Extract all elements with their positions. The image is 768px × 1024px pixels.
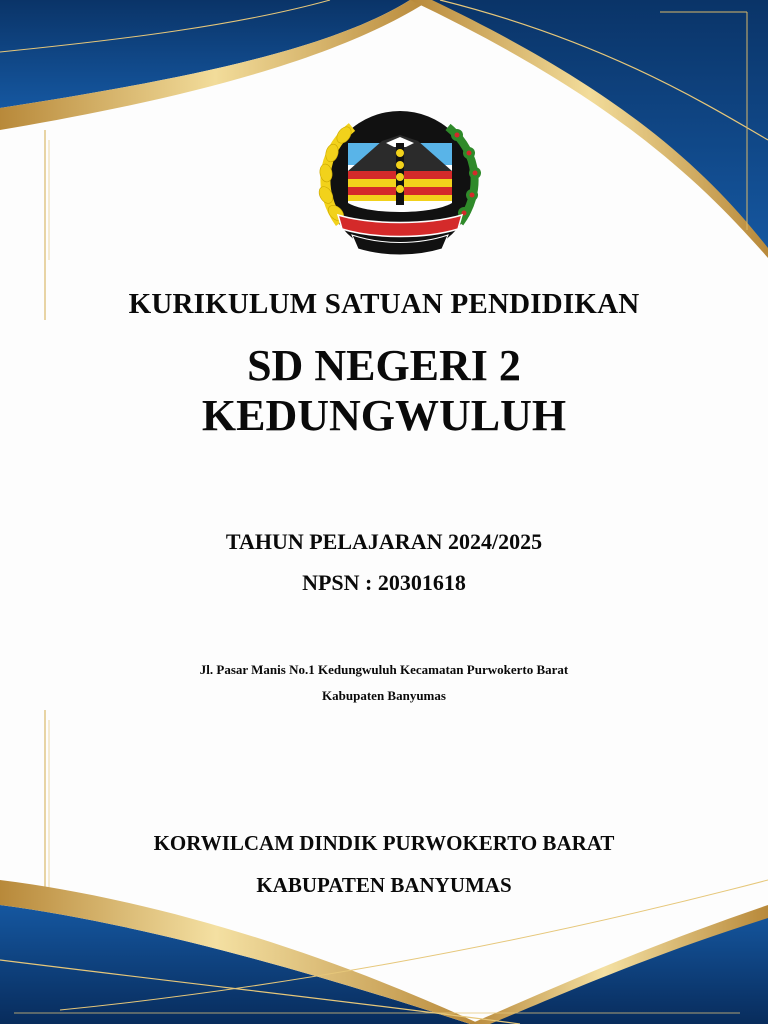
- academic-year: TAHUN PELAJARAN 2024/2025: [225, 529, 543, 554]
- banyumas-emblem-logo: [312, 103, 488, 263]
- organization-line1: KORWILCAM DINDIK PURWOKERTO BARAT: [153, 831, 615, 855]
- organization-line2: KABUPATEN BANYUMAS: [256, 873, 512, 897]
- document-subtitle: KURIKULUM SATUAN PENDIDIKAN: [128, 288, 640, 320]
- school-name-line2: KEDUNGWULUH: [201, 391, 567, 440]
- npsn-number: NPSN : 20301618: [302, 570, 466, 595]
- address-line2: Kabupaten Banyumas: [322, 688, 446, 703]
- address-line1: Jl. Pasar Manis No.1 Kedungwuluh Kecamatan Purwokerto Barat: [199, 662, 569, 677]
- school-name-line1: SD NEGERI 2: [247, 341, 521, 390]
